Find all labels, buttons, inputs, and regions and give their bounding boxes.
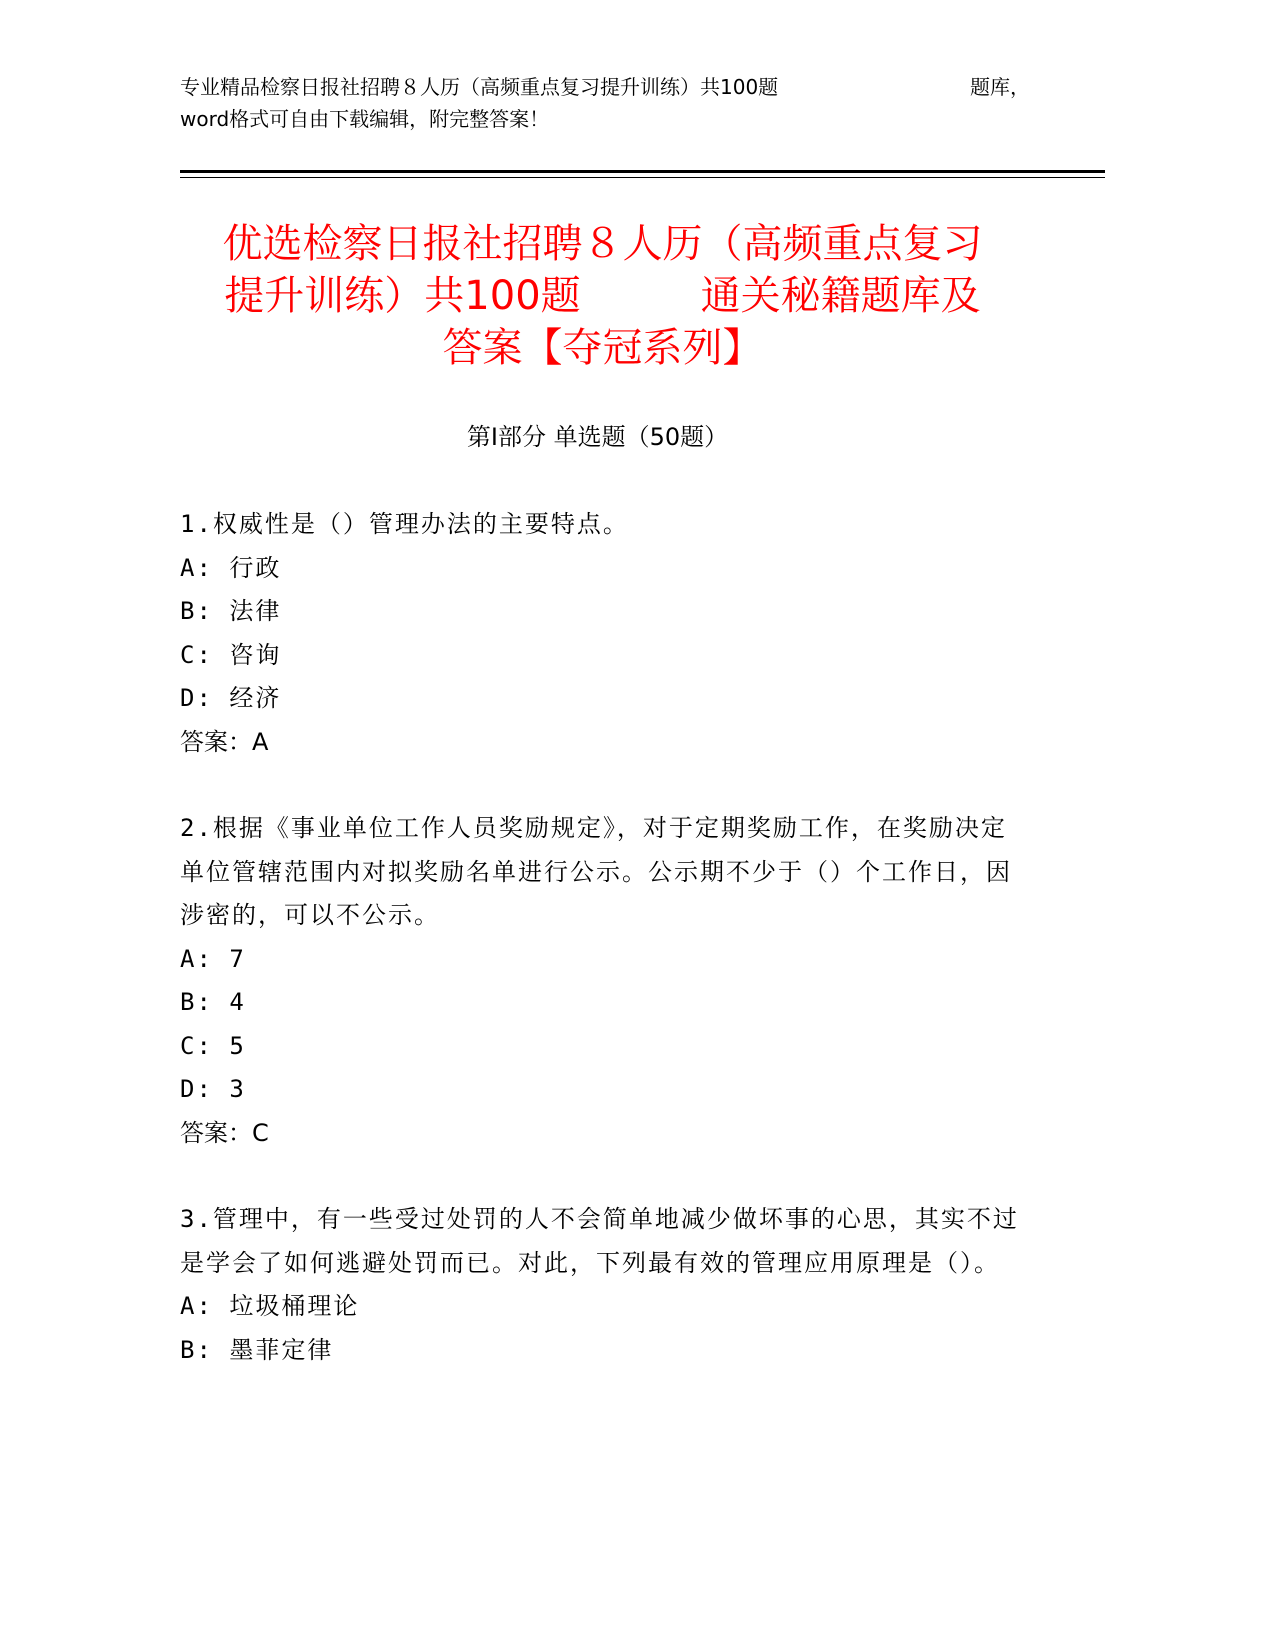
answer: 答案：C — [180, 1118, 269, 1147]
question-3 — [180, 1198, 1020, 1372]
option-c: C: 咨询 — [180, 640, 282, 669]
question-stem: 1.权威性是（）管理办法的主要特点。 — [180, 510, 629, 538]
option-a: A: 7 — [180, 944, 246, 973]
option-b: B: 4 — [180, 988, 246, 1016]
option-d: D: 3 — [180, 1075, 246, 1103]
document-title-line-3: 答案【夺冠系列】 — [442, 325, 763, 371]
document-title — [180, 218, 1025, 374]
option-c: C: 5 — [180, 1031, 246, 1060]
document-title-line-2: 提升训练）共100题 通关秘籍题库及 — [224, 273, 981, 319]
option-a: A: 垃圾桶理论 — [180, 1292, 360, 1320]
running-header-subline: word格式可自由下载编辑，附完整答案！ — [180, 107, 550, 131]
question-stem: 3.管理中，有一些受过处罚的人不会简单地减少做坏事的心思，其实不过是学会了如何逃避处罚而已。对此，下列最有效的管理应用原理是（）。 — [180, 1205, 1019, 1277]
question-1 — [180, 503, 1020, 764]
running-header-left: 专业精品检察日报社招聘８人历（高频重点复习提升训练）共100题 — [180, 75, 779, 99]
option-d: D: 经济 — [180, 684, 282, 712]
option-b: B: 法律 — [180, 597, 282, 625]
document-title-line-1: 优选检察日报社招聘８人历（高频重点复习 — [222, 221, 983, 267]
option-a: A: 行政 — [180, 553, 282, 582]
header-divider-thin — [180, 177, 1105, 178]
answer: 答案：A — [180, 727, 269, 756]
option-b: B: 墨菲定律 — [180, 1335, 334, 1364]
question-stem: 2.根据《事业单位工作人员奖励规定》，对于定期奖励工作，在奖励决定单位管辖范围内对拟奖励名单进行公示。公示期不少于（）个工作日，因涉密的，可以不公示。 — [180, 814, 1012, 929]
question-list — [180, 503, 1020, 1415]
question-2 — [180, 807, 1020, 1155]
running-header — [180, 72, 1030, 102]
running-header-right: 题库， — [970, 75, 1030, 99]
header-divider-thick — [180, 170, 1105, 173]
section-title: 第Ⅰ部分 单选题（50题） — [466, 423, 729, 451]
